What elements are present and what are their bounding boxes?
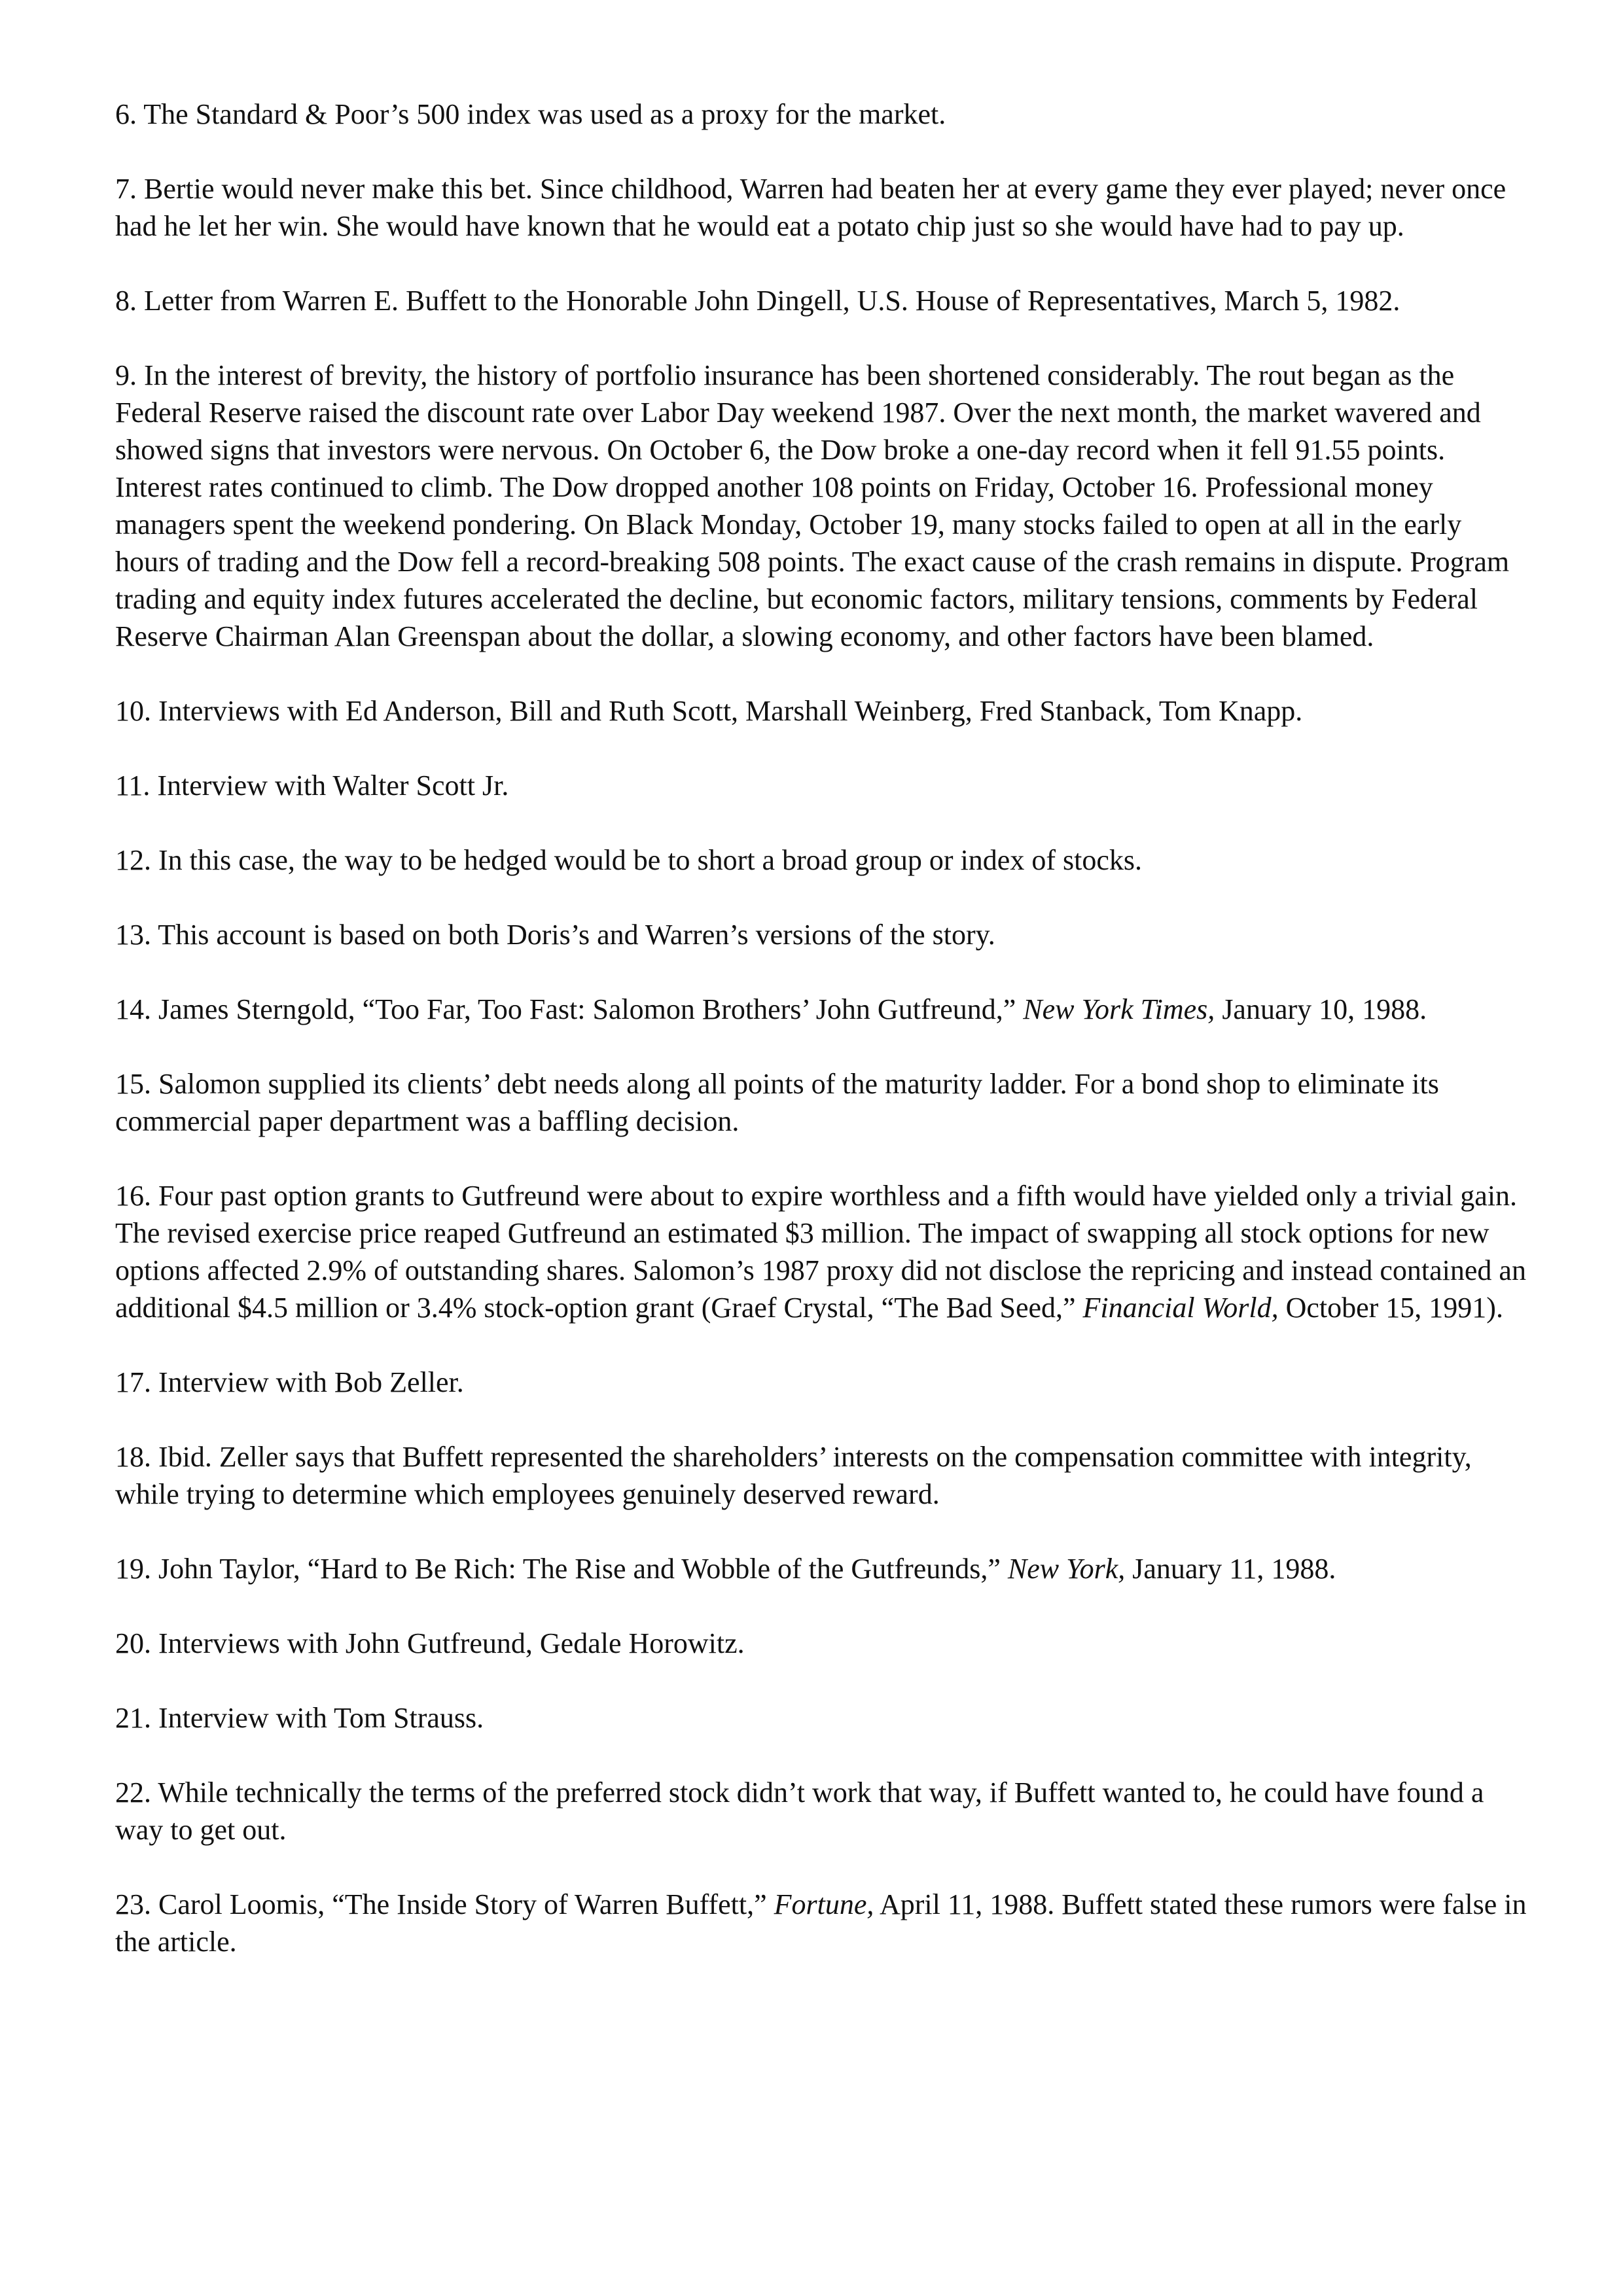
endnote: [115, 1364, 1529, 1401]
endnotes-page: [115, 96, 1529, 1998]
endnote-text: 6. The Standard & Poor’s 500 index was used as a proxy for the market.: [115, 98, 946, 130]
endnote: [115, 916, 1529, 953]
endnote: [115, 841, 1529, 879]
endnote-text: 22. While technically the terms of the preferred stock didn’t work that way, if Buffett wanted to, he could have found a way to get out.: [115, 1776, 1484, 1846]
endnote: [115, 282, 1529, 319]
publication-title: Financial World,: [1082, 1292, 1279, 1324]
endnote-text: April 11, 1988. Buffett stated these rumors were false in the article.: [115, 1888, 1527, 1958]
endnote-text: 21. Interview with Tom Strauss.: [115, 1702, 484, 1734]
endnote-text: 15. Salomon supplied its clients’ debt needs along all points of the maturity ladder. For a bond shop to eliminate its commercial paper department was a baffling decision.: [115, 1068, 1439, 1137]
endnote-text: January 10, 1988.: [1215, 993, 1427, 1025]
endnote: [115, 1774, 1529, 1848]
endnote: [115, 1625, 1529, 1662]
endnote-text: January 11, 1988.: [1125, 1553, 1336, 1585]
endnote-text: October 15, 1991).: [1278, 1292, 1503, 1324]
endnote-text: 18. Ibid. Zeller says that Buffett represented the shareholders’ interests on the compensation committee with integrity, while trying to determine which employees genuinely deserved reward.: [115, 1441, 1472, 1510]
endnote-text: 20. Interviews with John Gutfreund, Gedale Horowitz.: [115, 1627, 745, 1659]
publication-title: New York Times,: [1023, 993, 1215, 1025]
endnote-text: 12. In this case, the way to be hedged would be to short a broad group or index of stocks.: [115, 844, 1142, 876]
endnote-text: 11. Interview with Walter Scott Jr.: [115, 769, 509, 802]
endnote: [115, 1438, 1529, 1513]
endnote-text: 8. Letter from Warren E. Buffett to the Honorable John Dingell, U.S. House of Representatives, March 5, 1982.: [115, 285, 1400, 317]
endnote: [115, 1550, 1529, 1587]
endnote: [115, 692, 1529, 730]
endnote: [115, 96, 1529, 133]
endnote: [115, 1177, 1529, 1326]
endnote: [115, 767, 1529, 804]
endnote-text: 13. This account is based on both Doris’s and Warren’s versions of the story.: [115, 919, 995, 951]
endnote-text: 17. Interview with Bob Zeller.: [115, 1366, 464, 1398]
endnote: [115, 357, 1529, 655]
endnote: [115, 1886, 1529, 1960]
publication-title: Fortune,: [774, 1888, 874, 1920]
endnote-text: 14. James Sterngold, “Too Far, Too Fast: Salomon Brothers’ John Gutfreund,”: [115, 993, 1024, 1025]
endnote-text: 7. Bertie would never make this bet. Since childhood, Warren had beaten her at every game they ever played; never once had he let her win. She would have known that he would eat a potato chip just so she would have had to pay up.: [115, 173, 1507, 242]
endnote-text: 23. Carol Loomis, “The Inside Story of Warren Buffett,”: [115, 1888, 774, 1920]
endnote: [115, 1065, 1529, 1140]
endnote: [115, 170, 1529, 245]
endnote-text: 9. In the interest of brevity, the history of portfolio insurance has been shortened considerably. The rout began as the Federal Reserve raised the discount rate over Labor Day weekend 1987. Over the next month, the market wavered and showed signs that investors were nervous. On October 6, the Dow broke a one-day record when it fell 91.55 points. Interest rates continued to climb. The Dow dropped another 108 points on Friday, October 16. Professional money managers spent the weekend pondering. On Black Monday, October 19, many stocks failed to open at all in the early hours of trading and the Dow fell a record-breaking 508 points. The exact cause of the crash remains in dispute. Program trading and equity index futures accelerated the decline, but economic factors, military tensions, comments by Federal Reserve Chairman Alan Greenspan about the dollar, a slowing economy, and other factors have been blamed.: [115, 359, 1510, 652]
endnote: [115, 1699, 1529, 1737]
endnote-text: 19. John Taylor, “Hard to Be Rich: The Rise and Wobble of the Gutfreunds,”: [115, 1553, 1008, 1585]
endnote-text: 10. Interviews with Ed Anderson, Bill and Ruth Scott, Marshall Weinberg, Fred Stanback, Tom Knapp.: [115, 695, 1303, 727]
endnote-text: 16. Four past option grants to Gutfreund were about to expire worthless and a fifth would have yielded only a trivial gain. The revised exercise price reaped Gutfreund an estimated $3 million. The impact of swapping all stock options for new options affected 2.9% of outstanding shares. Salomon’s 1987 proxy did not disclose the repricing and instead contained an additional $4.5 million or 3.4% stock-option grant (Graef Crystal, “The Bad Seed,”: [115, 1180, 1526, 1324]
endnote: [115, 991, 1529, 1028]
publication-title: New York,: [1007, 1553, 1126, 1585]
